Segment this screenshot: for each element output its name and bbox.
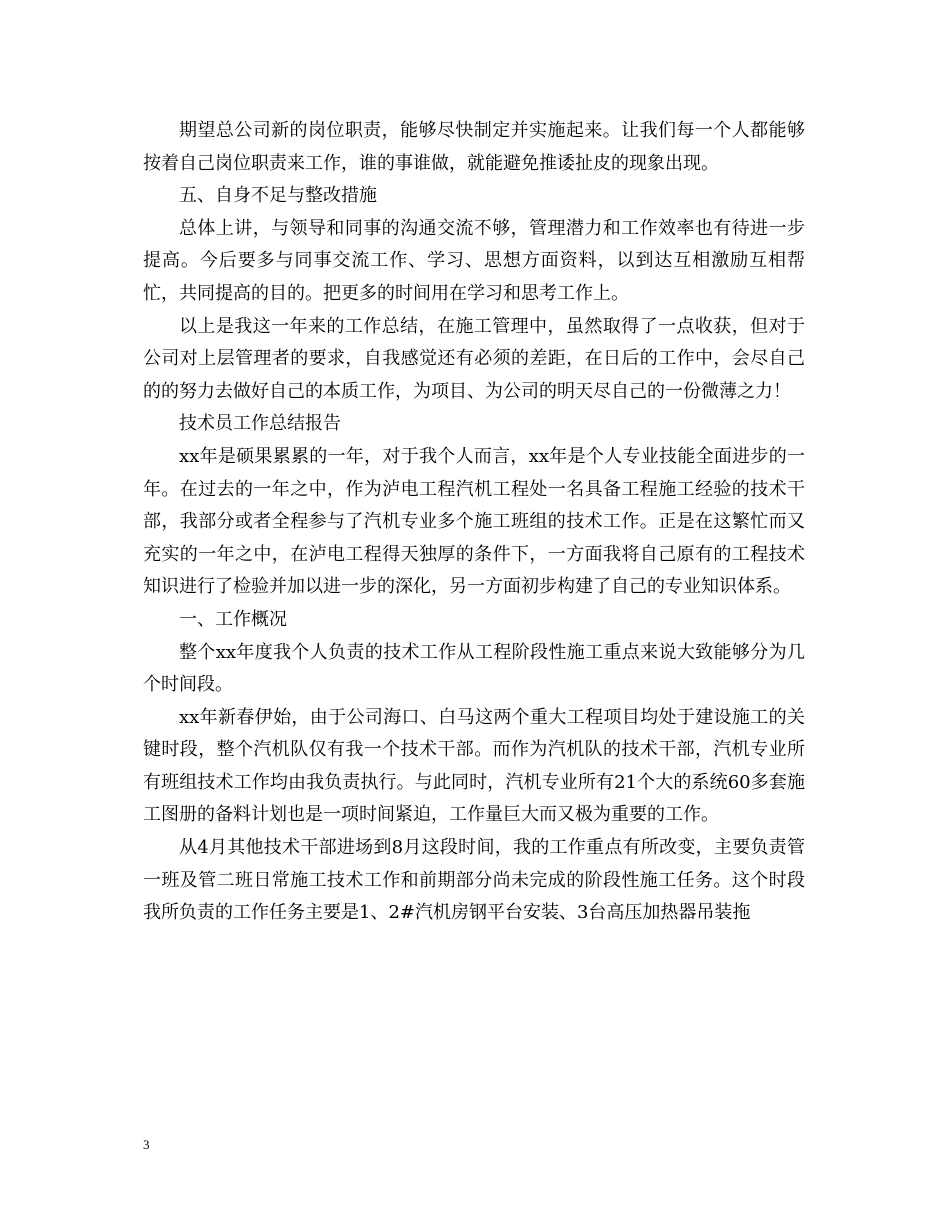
document-body — [143, 115, 805, 930]
paragraph-3: 以上是我这一年来的工作总结，在施工管理中，虽然取得了一点收获，但对于公司对上层管理者的要求，自我感觉还有必须的差距，在日后的工作中，会尽自己的的努力去做好自己的本质工作，为项目、为公司的明天尽自己的一份微薄之力！ — [143, 315, 805, 402]
paragraph-6: xx年新春伊始，由于公司海口、白马这两个重大工程项目均处于建设施工的关键时段，整个汽机队仅有我一个技术干部。而作为汽机队的技术干部，汽机专业所有班组技术工作均由我负责执行。与此同时，汽机专业所有21个大的系统60多套施工图册的备料计划也是一项时间紧迫，工作量巨大而又极为重要的工作。 — [143, 706, 805, 826]
paragraph-4: xx年是硕果累累的一年，对于我个人而言，xx年是个人专业技能全面进步的一年。在过去的一年之中，作为泸电工程汽机工程处一名具备工程施工经验的技术干部，我部分或者全程参与了汽机专业多个施工班组的技术工作。正是在这繁忙而又充实的一年之中，在泸电工程得天独厚的条件下，一方面我将自己原有的工程技术知识进行了检验并加以进一步的深化，另一方面初步构建了自己的专业知识体系。 — [143, 445, 805, 598]
paragraph-5: 整个xx年度我个人负责的技术工作从工程阶段性施工重点来说大致能够分为几个时间段。 — [143, 641, 805, 696]
paragraph-1: 期望总公司新的岗位职责，能够尽快制定并实施起来。让我们每一个人都能够按着自己岗位职责来工作，谁的事谁做，就能避免推诿扯皮的现象出现。 — [143, 120, 805, 174]
report-title: 技术员工作总结报告 — [179, 413, 341, 435]
paragraph-2: 总体上讲，与领导和同事的沟通交流不够，管理潜力和工作效率也有待进一步提高。今后要多与同事交流工作、学习、思想方面资料，以到达互相激励互相帮忙，共同提高的目的。把更多的时间用在学习和思考工作上。 — [143, 217, 805, 304]
page-number: 3 — [143, 1137, 150, 1152]
paragraph-7: 从4月其他技术干部进场到8月这段时间，我的工作重点有所改变，主要负责管一班及管二班日常施工技术工作和前期部分尚未完成的阶段性施工任务。这个时段我所负责的工作任务主要是1、2#汽机房钢平台安装、3台高压加热器吊装拖 — [143, 837, 805, 924]
section-heading-1: 一、工作概况 — [179, 608, 287, 630]
section-heading-5: 五、自身不足与整改措施 — [179, 185, 377, 207]
